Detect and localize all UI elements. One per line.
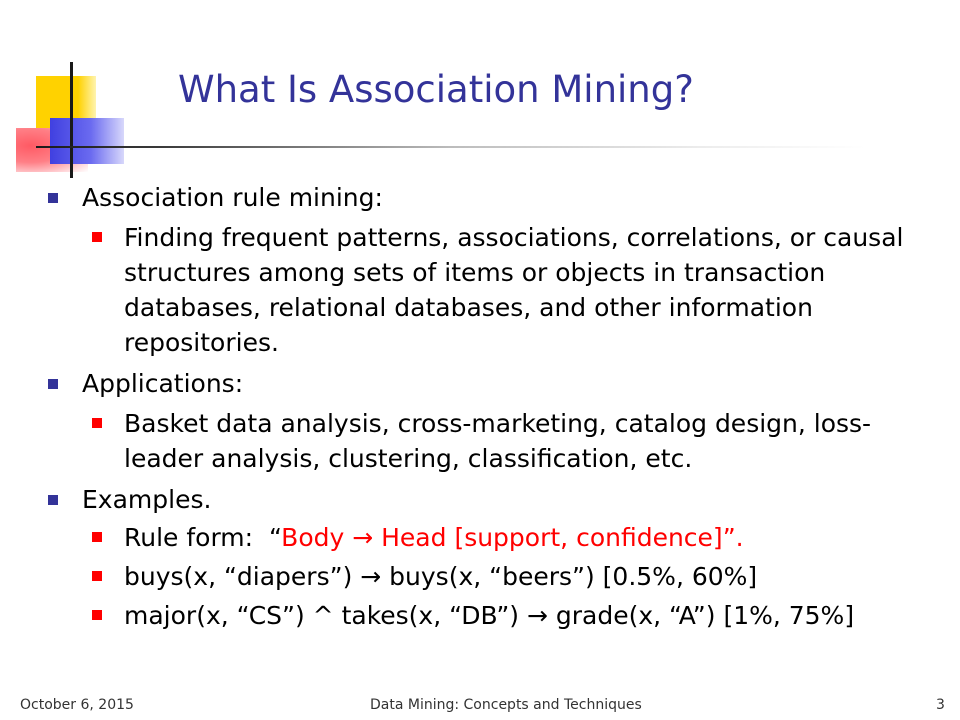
sub-bullet-definition bbox=[92, 220, 928, 360]
sub-bullet-example-diapers-beers bbox=[92, 559, 928, 594]
footer-course-title: Data Mining: Concepts and Techniques bbox=[370, 697, 642, 713]
sub-bullet-text: Finding frequent patterns, associations, correlations, or causal structures among sets of items or objects in transaction databases, relational databases, and other information repositories. bbox=[124, 223, 904, 357]
sub-bullet-square-icon bbox=[92, 610, 102, 620]
decor-blue-square bbox=[50, 118, 124, 164]
rule-form-open-quote: “ bbox=[268, 523, 282, 552]
sub-bullet-rule-form bbox=[92, 520, 928, 555]
bullet-association-rule-mining bbox=[48, 182, 928, 214]
rule-form-close-quote: ”. bbox=[722, 523, 744, 552]
rule-form-label: Rule form: bbox=[124, 523, 269, 552]
bullet-text: Applications: bbox=[82, 369, 244, 398]
sub-bullet-example-major-grade bbox=[92, 598, 928, 633]
bullet-square-icon bbox=[48, 379, 58, 389]
footer-date: October 6, 2015 bbox=[20, 697, 134, 713]
title-underline bbox=[36, 146, 866, 148]
sub-bullet-square-icon bbox=[92, 418, 102, 428]
sub-bullet-square-icon bbox=[92, 532, 102, 542]
sub-bullet-applications bbox=[92, 406, 928, 476]
bullet-text: Association rule mining: bbox=[82, 183, 383, 212]
bullet-text: Examples. bbox=[82, 485, 212, 514]
sub-bullet-text: major(x, “CS”) ^ takes(x, “DB”) → grade(x, “A”) [1%, 75%] bbox=[124, 601, 855, 630]
rule-form-expression: Body → Head [support, confidence] bbox=[281, 523, 723, 552]
footer-page-number: 3 bbox=[936, 697, 945, 713]
decor-vertical-line bbox=[70, 62, 73, 178]
sub-bullet-square-icon bbox=[92, 232, 102, 242]
sub-bullet-text: buys(x, “diapers”) → buys(x, “beers”) [0.5%, 60%] bbox=[124, 562, 758, 591]
bullet-examples bbox=[48, 484, 928, 516]
bullet-square-icon bbox=[48, 193, 58, 203]
bullet-applications bbox=[48, 368, 928, 400]
slide-body bbox=[48, 182, 928, 633]
sub-bullet-text: Basket data analysis, cross-marketing, catalog design, loss-leader analysis, clustering, classification, etc. bbox=[124, 409, 872, 473]
slide-title: What Is Association Mining? bbox=[178, 68, 694, 111]
bullet-square-icon bbox=[48, 495, 58, 505]
sub-bullet-square-icon bbox=[92, 571, 102, 581]
